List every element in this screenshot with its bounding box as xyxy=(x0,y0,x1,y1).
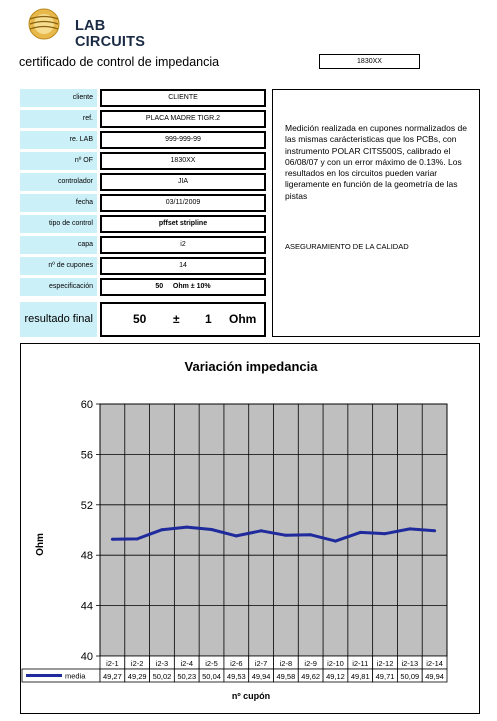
result-label: resultado final xyxy=(20,302,97,337)
field-row-tipo-control xyxy=(20,215,266,233)
field-value: 1830XX xyxy=(100,152,266,170)
y-tick-label: 52 xyxy=(80,499,93,512)
legend-label: media xyxy=(65,671,86,681)
page-title: certificado de control de impedancia xyxy=(19,55,220,69)
y-tick-label: 56 xyxy=(80,449,93,462)
x-tick-label: i2-5 xyxy=(205,659,218,668)
field-label: nº de cupones xyxy=(20,257,97,275)
field-label: ref. xyxy=(20,110,97,128)
field-label: nº OF xyxy=(20,152,97,170)
data-table-value: 49,12 xyxy=(326,672,345,681)
field-value: i2 xyxy=(100,236,266,254)
field-value: CLIENTE xyxy=(100,89,266,107)
data-point xyxy=(359,531,362,534)
field-row-cliente xyxy=(20,89,266,107)
y-tick-label: 60 xyxy=(80,399,93,411)
x-tick-label: i2-7 xyxy=(254,659,268,668)
field-label: cliente xyxy=(20,89,97,107)
x-tick-label: i2-12 xyxy=(376,659,394,668)
data-table-value: 49,71 xyxy=(375,672,395,681)
field-label: re. LAB xyxy=(20,131,97,149)
data-point xyxy=(309,533,312,536)
field-label: fecha xyxy=(20,194,97,212)
data-point xyxy=(408,527,411,530)
y-tick-label: 48 xyxy=(80,550,93,563)
result-box xyxy=(100,302,266,337)
data-point xyxy=(111,538,114,541)
quality-assurance-label: ASEGURAMIENTO DE LA CALIDAD xyxy=(285,242,409,251)
data-table-value: 49,62 xyxy=(301,672,321,681)
data-table-value: 49,27 xyxy=(103,672,122,681)
result-plus-minus: ± xyxy=(173,312,180,326)
x-tick-label: i2-13 xyxy=(401,659,419,668)
x-tick-label: i2-2 xyxy=(130,659,144,668)
data-point xyxy=(334,540,337,543)
chart-title: Variación impedancia xyxy=(184,359,318,374)
x-tick-label: i2-9 xyxy=(304,659,317,668)
data-table-value: 49,53 xyxy=(226,672,246,681)
chart-x-axis-label: nº cupón xyxy=(231,691,271,701)
field-value: 14 xyxy=(100,257,266,275)
data-table-value: 50,09 xyxy=(400,672,420,681)
result-tolerance: 1 xyxy=(205,312,212,326)
field-row-ref xyxy=(20,110,266,128)
data-point xyxy=(433,529,436,532)
note-text: Medición realizada en cupones normalizados de las mismas carácteristicas que los PCBs, con instrumento POLAR CITS500S, calibrado el 06/08/07 y con un error máximo de 0.13%. Los resultados en los circuitos pueden variar ligeramente en función de la geometría de las pistas xyxy=(285,123,467,201)
field-label: especificación xyxy=(20,278,97,296)
data-point xyxy=(384,532,387,535)
field-value: 999-999-99 xyxy=(100,131,266,149)
data-table-value: 49,29 xyxy=(127,672,147,681)
field-row-especificacion xyxy=(20,278,266,296)
measurement-note xyxy=(272,89,480,337)
chart-y-axis-label: Ohm xyxy=(34,533,46,556)
x-tick-label: i2-4 xyxy=(180,659,194,668)
data-point xyxy=(185,526,188,529)
field-label: controlador xyxy=(20,173,97,191)
data-point xyxy=(160,528,163,531)
lab-circuits-logo xyxy=(22,6,172,50)
field-value: 03/11/2009 xyxy=(100,194,266,212)
data-table-value: 49,94 xyxy=(425,672,444,681)
data-point xyxy=(136,537,139,540)
y-tick-label: 40 xyxy=(80,651,93,663)
certificate-number: 1830XX xyxy=(319,54,420,69)
data-table-value: 50,02 xyxy=(152,672,172,681)
data-table-value: 50,23 xyxy=(177,672,197,681)
field-value: JIA xyxy=(100,173,266,191)
x-tick-label: i2-11 xyxy=(352,659,369,668)
data-point xyxy=(235,534,238,537)
data-point xyxy=(284,534,287,537)
field-value: pffset stripline xyxy=(100,215,266,233)
impedance-chart xyxy=(20,343,480,714)
data-table-value: 49,81 xyxy=(350,672,370,681)
field-label: capa xyxy=(20,236,97,254)
field-value: 50 Ohm ± 10% xyxy=(100,278,266,296)
data-table-value: 49,94 xyxy=(251,672,271,681)
field-row-fecha xyxy=(20,194,266,212)
field-value: PLACA MADRE TIGR.2 xyxy=(100,110,266,128)
field-row-controlador xyxy=(20,173,266,191)
field-label: tipo de control xyxy=(20,215,97,233)
x-tick-label: i2-14 xyxy=(426,659,443,668)
data-table-value: 49,58 xyxy=(276,672,296,681)
y-tick-label: 44 xyxy=(80,600,93,613)
data-table-value: 50,04 xyxy=(202,672,221,681)
x-tick-label: i2-8 xyxy=(279,659,293,668)
field-row-of xyxy=(20,152,266,170)
result-unit: Ohm xyxy=(229,312,257,326)
data-point xyxy=(260,529,263,532)
result-nominal: 50 xyxy=(133,312,147,326)
x-tick-label: i2-10 xyxy=(327,659,344,668)
field-row-cupones xyxy=(20,257,266,275)
logo-text: LAB CIRCUITS xyxy=(75,18,146,50)
x-tick-label: i2-3 xyxy=(155,659,169,668)
field-row-capa xyxy=(20,236,266,254)
data-point xyxy=(210,528,213,531)
x-tick-label: i2-1 xyxy=(106,659,119,668)
logo-emblem-icon xyxy=(22,6,72,42)
chart-plot xyxy=(21,344,481,715)
x-tick-label: i2-6 xyxy=(230,659,243,668)
field-row-re-lab xyxy=(20,131,266,149)
